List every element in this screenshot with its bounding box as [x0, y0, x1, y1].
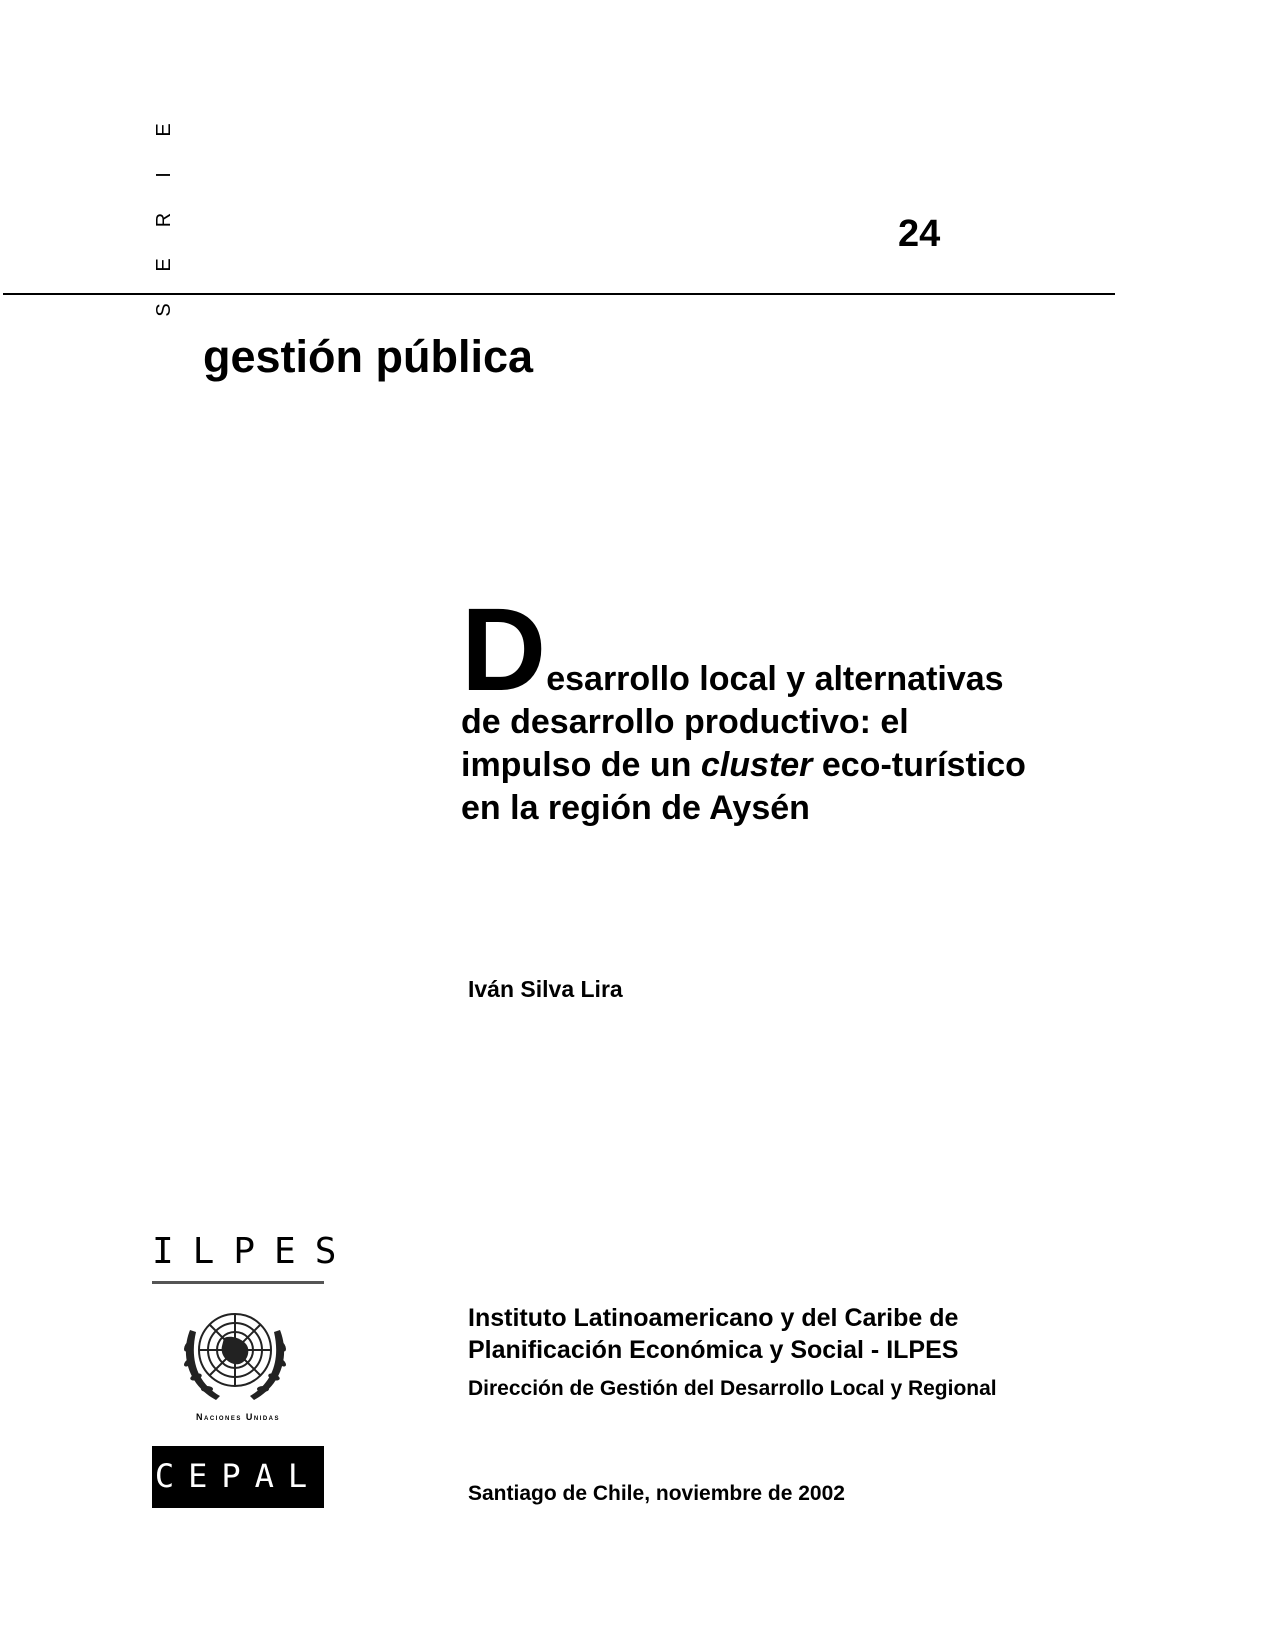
- title-line-1: [461, 584, 1121, 716]
- institution-block: [468, 1302, 997, 1402]
- serie-letter-s: S: [153, 303, 175, 317]
- serie-letter-i: I: [153, 172, 175, 178]
- serie-letter-e: E: [153, 258, 175, 272]
- author-name: Iván Silva Lira: [468, 976, 623, 1002]
- serie-letter-r: R: [153, 212, 175, 228]
- cepal-logo: [152, 1446, 324, 1508]
- cepal-logo-text: CEPAL: [154, 1457, 322, 1495]
- title-line-3-start: impulso de un: [461, 746, 701, 784]
- header-divider: [3, 293, 1115, 295]
- series-number: 24: [898, 213, 941, 255]
- ilpes-logo-rule: [152, 1281, 324, 1284]
- title-italic-word: cluster: [700, 746, 813, 784]
- title-line-4: en la región de Aysén: [461, 789, 810, 827]
- place-date: Santiago de Chile, noviembre de 2002: [468, 1482, 845, 1505]
- title-line-3-end: eco-turístico: [812, 746, 1026, 784]
- institution-line-1: Instituto Latinoamericano y del Caribe de: [468, 1304, 959, 1332]
- title-line-3: [461, 744, 1121, 787]
- institution-department: Dirección de Gestión del Desarrollo Local y Regional: [468, 1377, 997, 1400]
- ilpes-logo: ILPES: [152, 1231, 356, 1272]
- title-line-1-text: esarrollo local y alternativas: [546, 660, 1004, 698]
- un-emblem-icon: [176, 1300, 294, 1410]
- title-dropcap: D: [461, 584, 547, 716]
- institution-line-2: Planificación Económica y Social - ILPES: [468, 1336, 959, 1364]
- document-title: [461, 584, 1121, 830]
- serie-letter-e2: E: [153, 123, 175, 137]
- un-caption: Naciones Unidas: [195, 1412, 280, 1422]
- title-line-2: de desarrollo productivo: el: [461, 703, 909, 741]
- series-name: gestión pública: [203, 331, 534, 382]
